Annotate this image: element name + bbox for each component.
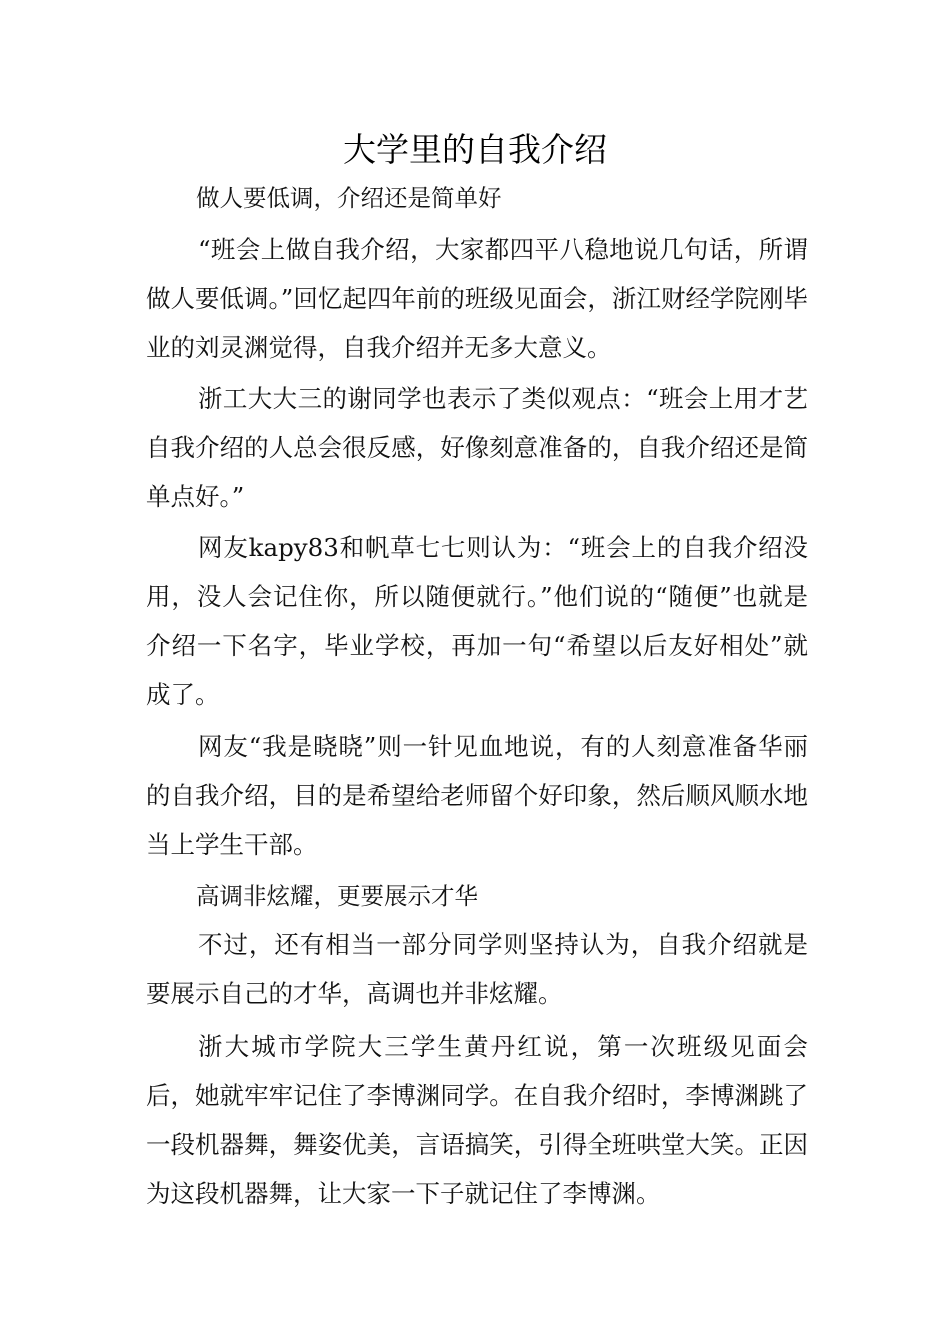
paragraph-huang-danhong: 浙大城市学院大三学生黄丹红说，第一次班级见面会后，她就牢牢记住了李博渊同学。在自我介绍时，李博渊跳了一段机器舞，舞姿优美，言语搞笑，引得全班哄堂大笑。正因为这段机器舞，让大家一下子就记住了李博渊。: [146, 1032, 808, 1208]
section-heading-low-key: 做人要低调，介绍还是简单好: [196, 184, 502, 212]
paragraph-liu-lingyuan: “班会上做自我介绍，大家都四平八稳地说几句话，所谓做人要低调。”回忆起四年前的班级见面会，浙江财经学院刚毕业的刘灵渊觉得，自我介绍并无多大意义。: [146, 235, 808, 362]
paragraph-show-talent: 不过，还有相当一部分同学则坚持认为，自我介绍就是要展示自己的才华，高调也并非炫耀。: [146, 930, 808, 1008]
section-heading-show-talent: 高调非炫耀，更要展示才华: [196, 882, 478, 910]
paragraph-netizen-xiaoxiao: 网友“我是晓晓”则一针见血地说，有的人刻意准备华丽的自我介绍，目的是希望给老师留个好印象，然后顺风顺水地当上学生干部。: [146, 732, 808, 859]
paragraph-netizens-kapy83: 网友kapy83和帆草七七则认为：“班会上的自我介绍没用，没人会记住你，所以随便就行。”他们说的“随便”也就是介绍一下名字，毕业学校，再加一句“希望以后友好相处”就成了。: [146, 533, 808, 709]
document-title: 大学里的自我介绍: [343, 130, 607, 169]
paragraph-xie-classmate: 浙工大大三的谢同学也表示了类似观点：“班会上用才艺自我介绍的人总会很反感，好像刻意准备的，自我介绍还是简单点好。”: [146, 384, 808, 511]
